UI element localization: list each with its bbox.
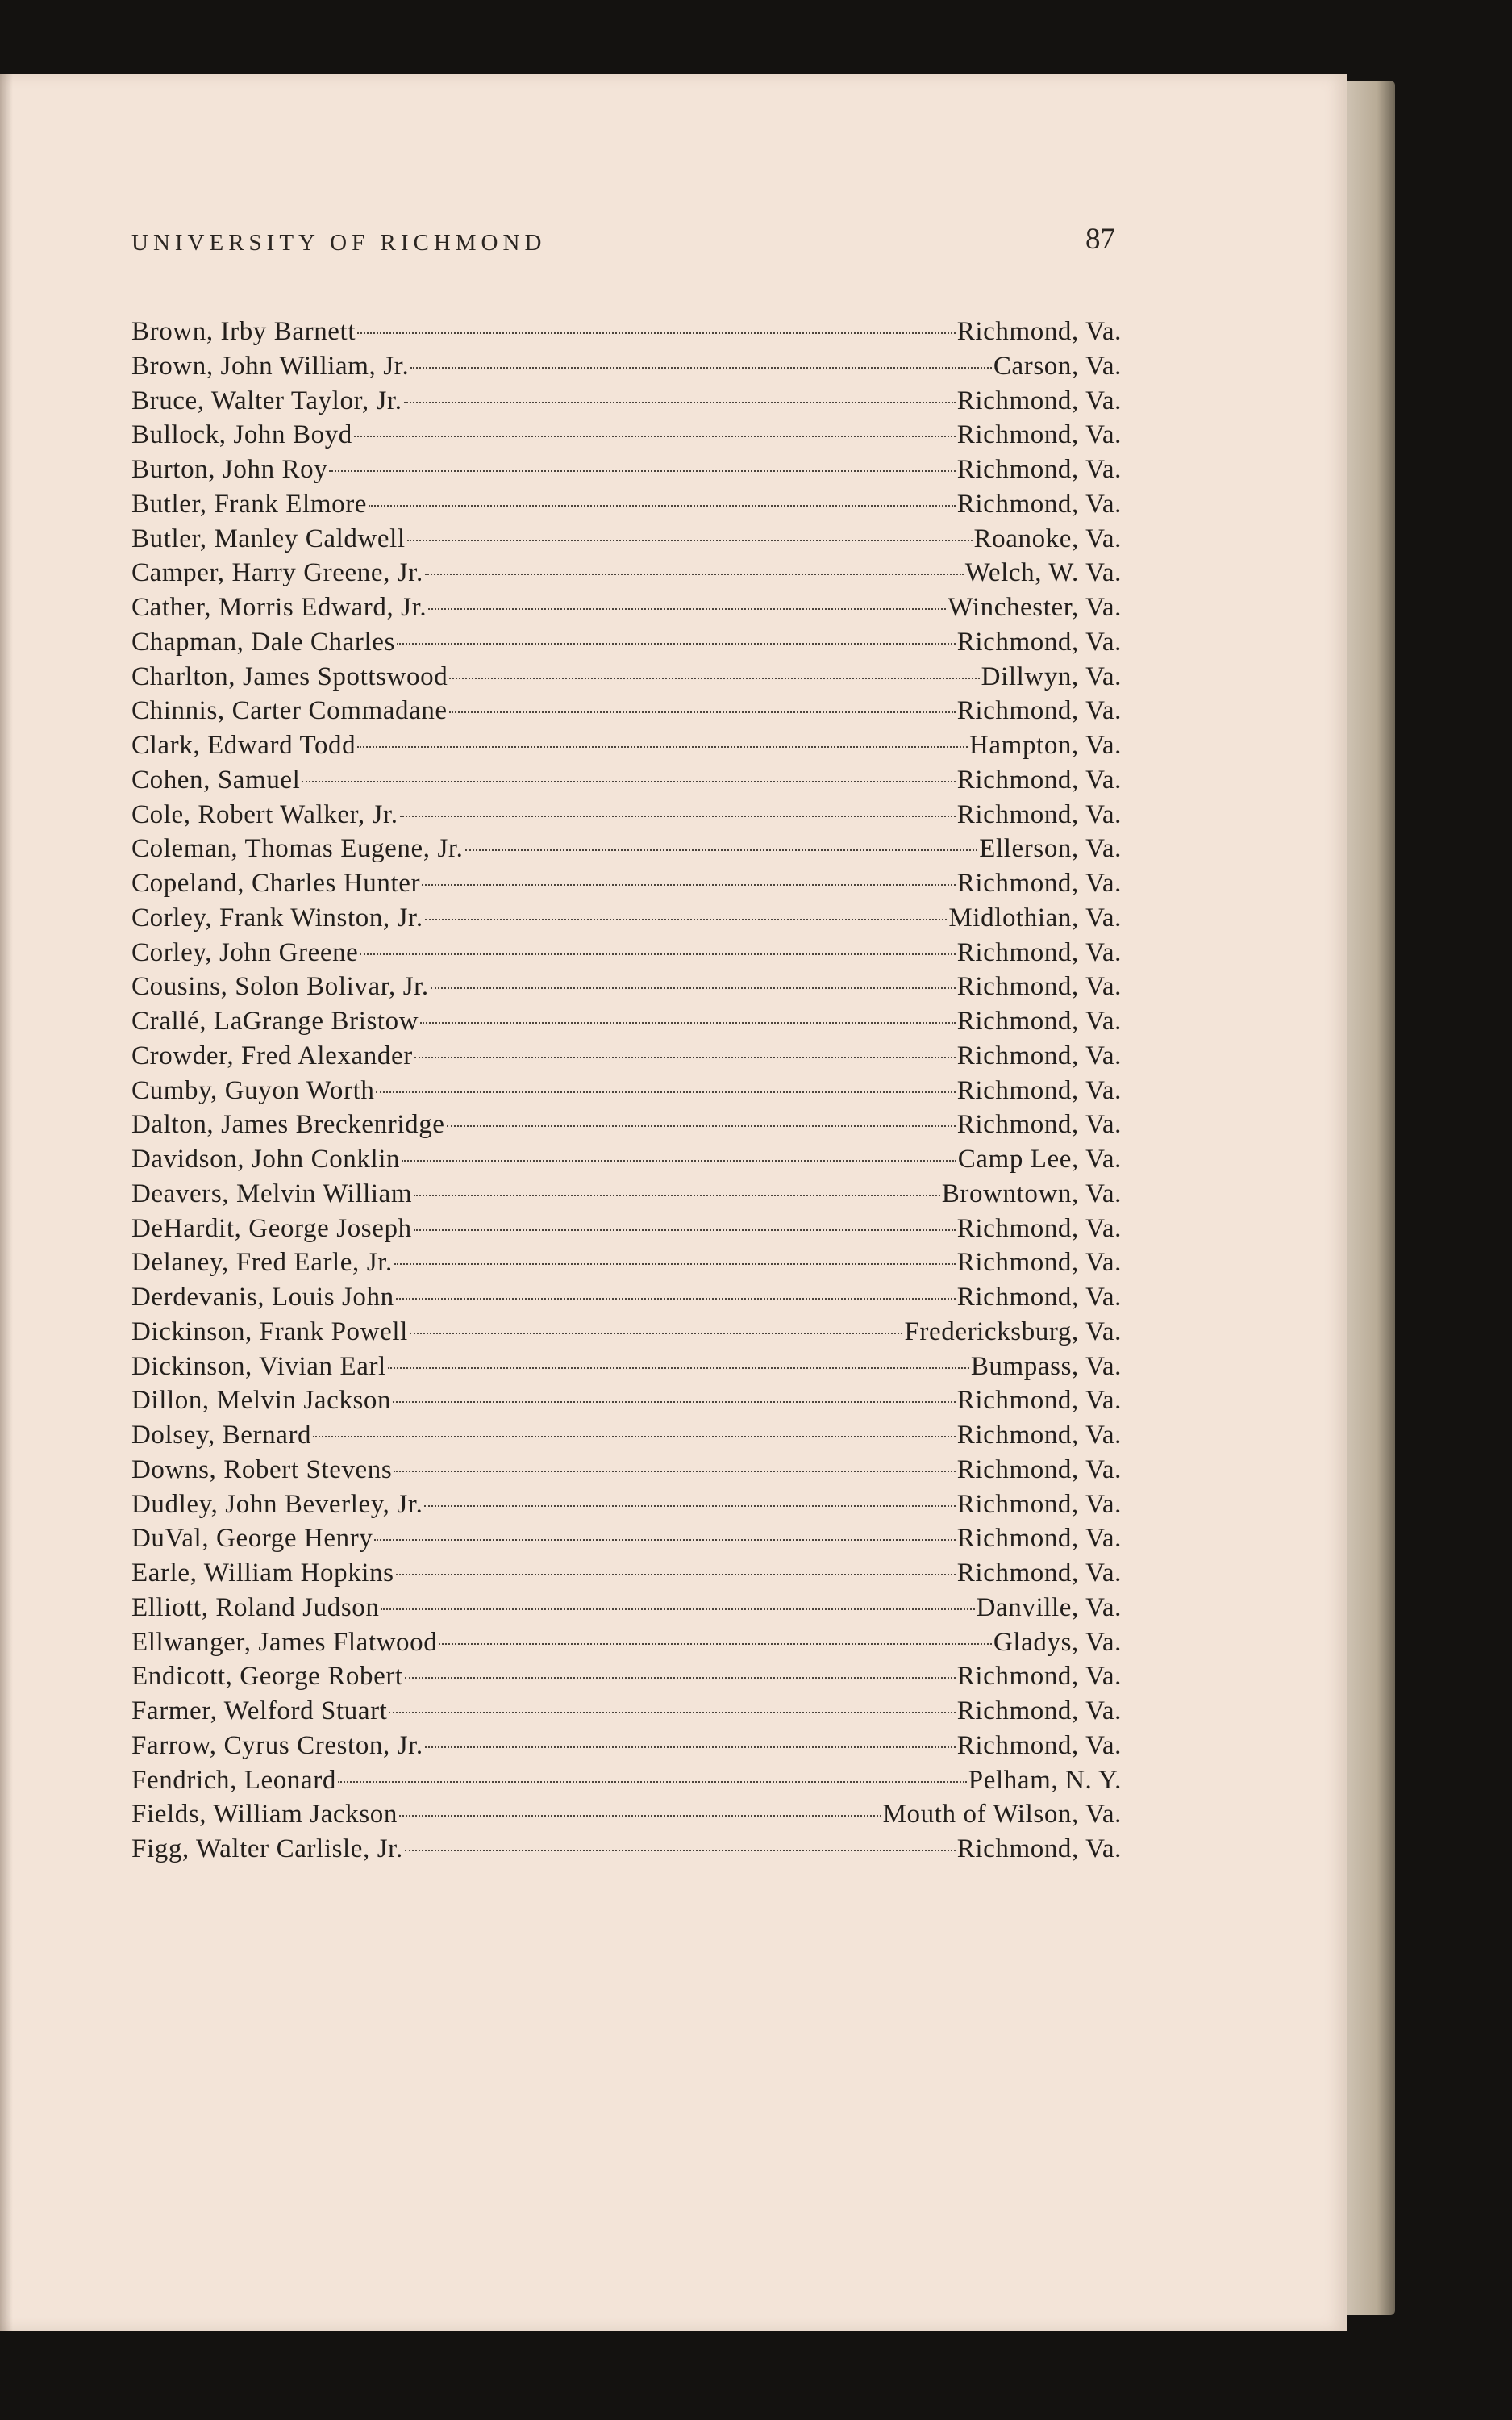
dot-leader bbox=[376, 1091, 955, 1093]
entry-hometown: Browntown, Va. bbox=[941, 1179, 1122, 1208]
directory-entry bbox=[131, 1108, 1122, 1142]
entry-name: Bruce, Walter Taylor, Jr. bbox=[131, 386, 402, 415]
dot-leader bbox=[447, 1125, 956, 1127]
entry-name: Cather, Morris Edward, Jr. bbox=[131, 593, 427, 622]
entry-hometown: Richmond, Va. bbox=[956, 1007, 1122, 1036]
page-number: 87 bbox=[1085, 223, 1115, 256]
directory-entry bbox=[131, 798, 1122, 832]
entry-name: Corley, Frank Winston, Jr. bbox=[131, 903, 423, 933]
entry-name: Cousins, Solon Bolivar, Jr. bbox=[131, 972, 429, 1002]
dot-leader bbox=[400, 816, 956, 817]
directory-entry bbox=[131, 1832, 1122, 1867]
entry-name: Brown, John William, Jr. bbox=[131, 351, 410, 381]
directory-entry bbox=[131, 418, 1122, 453]
entry-name: Clark, Edward Todd bbox=[131, 731, 356, 760]
entry-hometown: Roanoke, Va. bbox=[973, 524, 1122, 553]
dot-leader bbox=[389, 1712, 955, 1713]
entry-name: Dickinson, Frank Powell bbox=[131, 1316, 408, 1346]
directory-entry bbox=[131, 1004, 1122, 1039]
entry-name: Downs, Robert Stevens bbox=[131, 1454, 393, 1484]
dot-leader bbox=[381, 1608, 974, 1610]
entry-hometown: Richmond, Va. bbox=[956, 1730, 1122, 1760]
dot-leader bbox=[410, 1333, 903, 1334]
entry-name: DuVal, George Henry bbox=[131, 1524, 373, 1554]
entry-name: Endicott, George Robert bbox=[131, 1662, 403, 1692]
entry-hometown: Richmond, Va. bbox=[956, 1041, 1122, 1070]
entry-name: Cohen, Samuel bbox=[131, 765, 301, 795]
directory-entry bbox=[131, 901, 1122, 936]
entry-hometown: Winchester, Va. bbox=[948, 593, 1122, 622]
entry-name: Dudley, John Beverley, Jr. bbox=[131, 1489, 423, 1519]
entry-name: Davidson, John Conklin bbox=[131, 1145, 401, 1174]
directory-entry bbox=[131, 1797, 1122, 1832]
entry-hometown: Richmond, Va. bbox=[956, 696, 1122, 726]
entry-hometown: Mouth of Wilson, Va. bbox=[882, 1800, 1122, 1830]
directory-entry bbox=[131, 1763, 1122, 1798]
directory-entry bbox=[131, 660, 1122, 695]
directory-entry bbox=[131, 763, 1122, 798]
directory-entry bbox=[131, 1383, 1122, 1418]
directory-entry bbox=[131, 1212, 1122, 1246]
directory-entry bbox=[131, 590, 1122, 625]
entry-hometown: Richmond, Va. bbox=[956, 317, 1122, 346]
dot-leader bbox=[329, 470, 955, 472]
entry-hometown: Richmond, Va. bbox=[956, 455, 1122, 484]
directory-entry bbox=[131, 1625, 1122, 1660]
directory-entry bbox=[131, 1315, 1122, 1350]
directory-entry bbox=[131, 556, 1122, 590]
entry-hometown: Gladys, Va. bbox=[993, 1627, 1122, 1657]
directory-entry bbox=[131, 1453, 1122, 1487]
running-head: UNIVERSITY OF RICHMOND bbox=[131, 230, 547, 256]
directory-entry bbox=[131, 1556, 1122, 1591]
dot-leader bbox=[425, 919, 948, 920]
entry-hometown: Richmond, Va. bbox=[956, 1421, 1122, 1450]
directory-entry bbox=[131, 1280, 1122, 1315]
entry-hometown: Richmond, Va. bbox=[956, 972, 1122, 1002]
entry-hometown: Carson, Va. bbox=[993, 351, 1122, 381]
dot-leader bbox=[405, 1850, 956, 1851]
entry-hometown: Richmond, Va. bbox=[956, 489, 1122, 519]
entry-name: Fendrich, Leonard bbox=[131, 1765, 336, 1795]
directory-entry bbox=[131, 349, 1122, 384]
dot-leader bbox=[465, 849, 978, 851]
entry-name: Butler, Frank Elmore bbox=[131, 489, 368, 519]
entry-hometown: Richmond, Va. bbox=[956, 1662, 1122, 1692]
directory-entry bbox=[131, 832, 1122, 866]
entry-name: Charlton, James Spottswood bbox=[131, 661, 448, 691]
entry-name: Earle, William Hopkins bbox=[131, 1558, 394, 1588]
entry-hometown: Danville, Va. bbox=[976, 1592, 1122, 1622]
entry-name: Copeland, Charles Hunter bbox=[131, 869, 421, 898]
dot-leader bbox=[422, 884, 956, 886]
entry-name: Crowder, Fred Alexander bbox=[131, 1041, 413, 1070]
entry-hometown: Richmond, Va. bbox=[956, 386, 1122, 415]
entry-name: Delaney, Fred Earle, Jr. bbox=[131, 1248, 393, 1278]
entry-name: Burton, John Roy bbox=[131, 455, 328, 484]
entry-hometown: Midlothian, Va. bbox=[948, 903, 1122, 933]
dot-leader bbox=[420, 1022, 956, 1024]
entry-name: Figg, Walter Carlisle, Jr. bbox=[131, 1834, 403, 1863]
entry-hometown: Hampton, Va. bbox=[969, 731, 1122, 760]
dot-leader bbox=[369, 505, 956, 507]
dot-leader bbox=[439, 1643, 992, 1645]
entry-name: Ellwanger, James Flatwood bbox=[131, 1627, 438, 1657]
entry-name: Chinnis, Carter Commadane bbox=[131, 696, 448, 726]
dot-leader bbox=[388, 1367, 969, 1369]
entry-hometown: Ellerson, Va. bbox=[979, 834, 1122, 864]
dot-leader bbox=[405, 1677, 956, 1679]
dot-leader bbox=[404, 402, 956, 403]
entry-hometown: Camp Lee, Va. bbox=[957, 1145, 1122, 1174]
directory-entry bbox=[131, 1418, 1122, 1453]
dot-leader bbox=[397, 643, 956, 645]
directory-entry bbox=[131, 384, 1122, 419]
directory-entry bbox=[131, 1074, 1122, 1108]
entry-hometown: Richmond, Va. bbox=[956, 799, 1122, 829]
entry-hometown: Richmond, Va. bbox=[956, 765, 1122, 795]
dot-leader bbox=[357, 332, 956, 334]
entry-hometown: Bumpass, Va. bbox=[970, 1351, 1122, 1381]
entry-name: Corley, John Greene bbox=[131, 937, 359, 967]
dot-leader bbox=[396, 1574, 956, 1575]
dot-leader bbox=[407, 540, 973, 541]
entry-hometown: Richmond, Va. bbox=[956, 420, 1122, 450]
dot-leader bbox=[393, 1401, 956, 1403]
entry-hometown: Richmond, Va. bbox=[956, 1696, 1122, 1725]
entry-hometown: Dillwyn, Va. bbox=[981, 661, 1122, 691]
dot-leader bbox=[414, 1229, 956, 1231]
dot-leader bbox=[424, 1505, 955, 1507]
entry-name: Fields, William Jackson bbox=[131, 1800, 398, 1830]
dot-leader bbox=[374, 1539, 955, 1541]
directory-entry bbox=[131, 487, 1122, 522]
directory-entry bbox=[131, 866, 1122, 901]
entry-hometown: Richmond, Va. bbox=[956, 1454, 1122, 1484]
directory-entry bbox=[131, 970, 1122, 1004]
entry-hometown: Richmond, Va. bbox=[956, 1558, 1122, 1588]
dot-leader bbox=[414, 1195, 940, 1196]
dot-leader bbox=[425, 1746, 956, 1748]
student-directory-list bbox=[131, 315, 1122, 1867]
entry-name: Butler, Manley Caldwell bbox=[131, 524, 406, 553]
entry-hometown: Pelham, N. Y. bbox=[968, 1765, 1122, 1795]
directory-entry bbox=[131, 728, 1122, 763]
directory-entry bbox=[131, 1487, 1122, 1522]
dot-leader bbox=[394, 1263, 956, 1265]
entry-name: Dickinson, Vivian Earl bbox=[131, 1351, 386, 1381]
dot-leader bbox=[394, 1471, 955, 1472]
dot-leader bbox=[399, 1815, 881, 1817]
entry-hometown: Richmond, Va. bbox=[956, 1834, 1122, 1863]
dot-leader bbox=[313, 1436, 956, 1437]
directory-entry bbox=[131, 1729, 1122, 1763]
dot-leader bbox=[428, 608, 946, 610]
directory-entry bbox=[131, 936, 1122, 970]
dot-leader bbox=[449, 678, 979, 679]
directory-entry bbox=[131, 694, 1122, 728]
entry-name: Cole, Robert Walker, Jr. bbox=[131, 799, 398, 829]
entry-name: Derdevanis, Louis John bbox=[131, 1283, 394, 1312]
directory-entry bbox=[131, 453, 1122, 487]
entry-name: Camper, Harry Greene, Jr. bbox=[131, 558, 423, 588]
directory-entry bbox=[131, 522, 1122, 557]
entry-hometown: Richmond, Va. bbox=[956, 1213, 1122, 1243]
entry-name: Chapman, Dale Charles bbox=[131, 627, 395, 657]
entry-hometown: Richmond, Va. bbox=[956, 627, 1122, 657]
dot-leader bbox=[302, 781, 955, 782]
dot-leader bbox=[431, 987, 956, 989]
entry-hometown: Welch, W. Va. bbox=[964, 558, 1122, 588]
dot-leader bbox=[414, 1057, 956, 1058]
entry-hometown: Richmond, Va. bbox=[956, 1110, 1122, 1140]
directory-entry bbox=[131, 1591, 1122, 1625]
directory-entry bbox=[131, 1659, 1122, 1694]
directory-entry bbox=[131, 1694, 1122, 1729]
dot-leader bbox=[396, 1298, 956, 1300]
directory-entry bbox=[131, 1039, 1122, 1074]
entry-name: Dolsey, Bernard bbox=[131, 1421, 312, 1450]
entry-name: Cumby, Guyon Worth bbox=[131, 1075, 375, 1105]
directory-entry bbox=[131, 1350, 1122, 1384]
entry-hometown: Richmond, Va. bbox=[956, 1386, 1122, 1416]
directory-entry bbox=[131, 1521, 1122, 1556]
dot-leader bbox=[354, 436, 956, 437]
entry-name: Brown, Irby Barnett bbox=[131, 317, 356, 346]
entry-name: Deavers, Melvin William bbox=[131, 1179, 413, 1208]
entry-name: DeHardit, George Joseph bbox=[131, 1213, 412, 1243]
directory-entry bbox=[131, 1245, 1122, 1280]
dot-leader bbox=[402, 1160, 956, 1162]
dot-leader bbox=[357, 746, 968, 748]
directory-entry bbox=[131, 1177, 1122, 1212]
entry-name: Bullock, John Boyd bbox=[131, 420, 352, 450]
dot-leader bbox=[360, 953, 955, 955]
dot-leader bbox=[449, 711, 956, 713]
directory-entry bbox=[131, 625, 1122, 660]
entry-hometown: Richmond, Va. bbox=[956, 1248, 1122, 1278]
entry-name: Dalton, James Breckenridge bbox=[131, 1110, 445, 1140]
entry-hometown: Richmond, Va. bbox=[956, 1283, 1122, 1312]
binding-shadow bbox=[0, 74, 13, 2331]
entry-hometown: Richmond, Va. bbox=[956, 869, 1122, 898]
entry-hometown: Richmond, Va. bbox=[956, 1524, 1122, 1554]
entry-name: Farmer, Welford Stuart bbox=[131, 1696, 388, 1725]
dot-leader bbox=[410, 367, 992, 369]
entry-name: Elliott, Roland Judson bbox=[131, 1592, 380, 1622]
entry-hometown: Richmond, Va. bbox=[956, 937, 1122, 967]
dot-leader bbox=[425, 574, 964, 575]
dot-leader bbox=[338, 1781, 967, 1783]
entry-name: Farrow, Cyrus Creston, Jr. bbox=[131, 1730, 423, 1760]
directory-entry bbox=[131, 1142, 1122, 1177]
entry-hometown: Richmond, Va. bbox=[956, 1075, 1122, 1105]
entry-hometown: Richmond, Va. bbox=[956, 1489, 1122, 1519]
entry-name: Dillon, Melvin Jackson bbox=[131, 1386, 392, 1416]
entry-name: Coleman, Thomas Eugene, Jr. bbox=[131, 834, 464, 864]
directory-entry bbox=[131, 315, 1122, 349]
entry-hometown: Fredericksburg, Va. bbox=[904, 1316, 1122, 1346]
entry-name: Crallé, LaGrange Bristow bbox=[131, 1007, 419, 1036]
